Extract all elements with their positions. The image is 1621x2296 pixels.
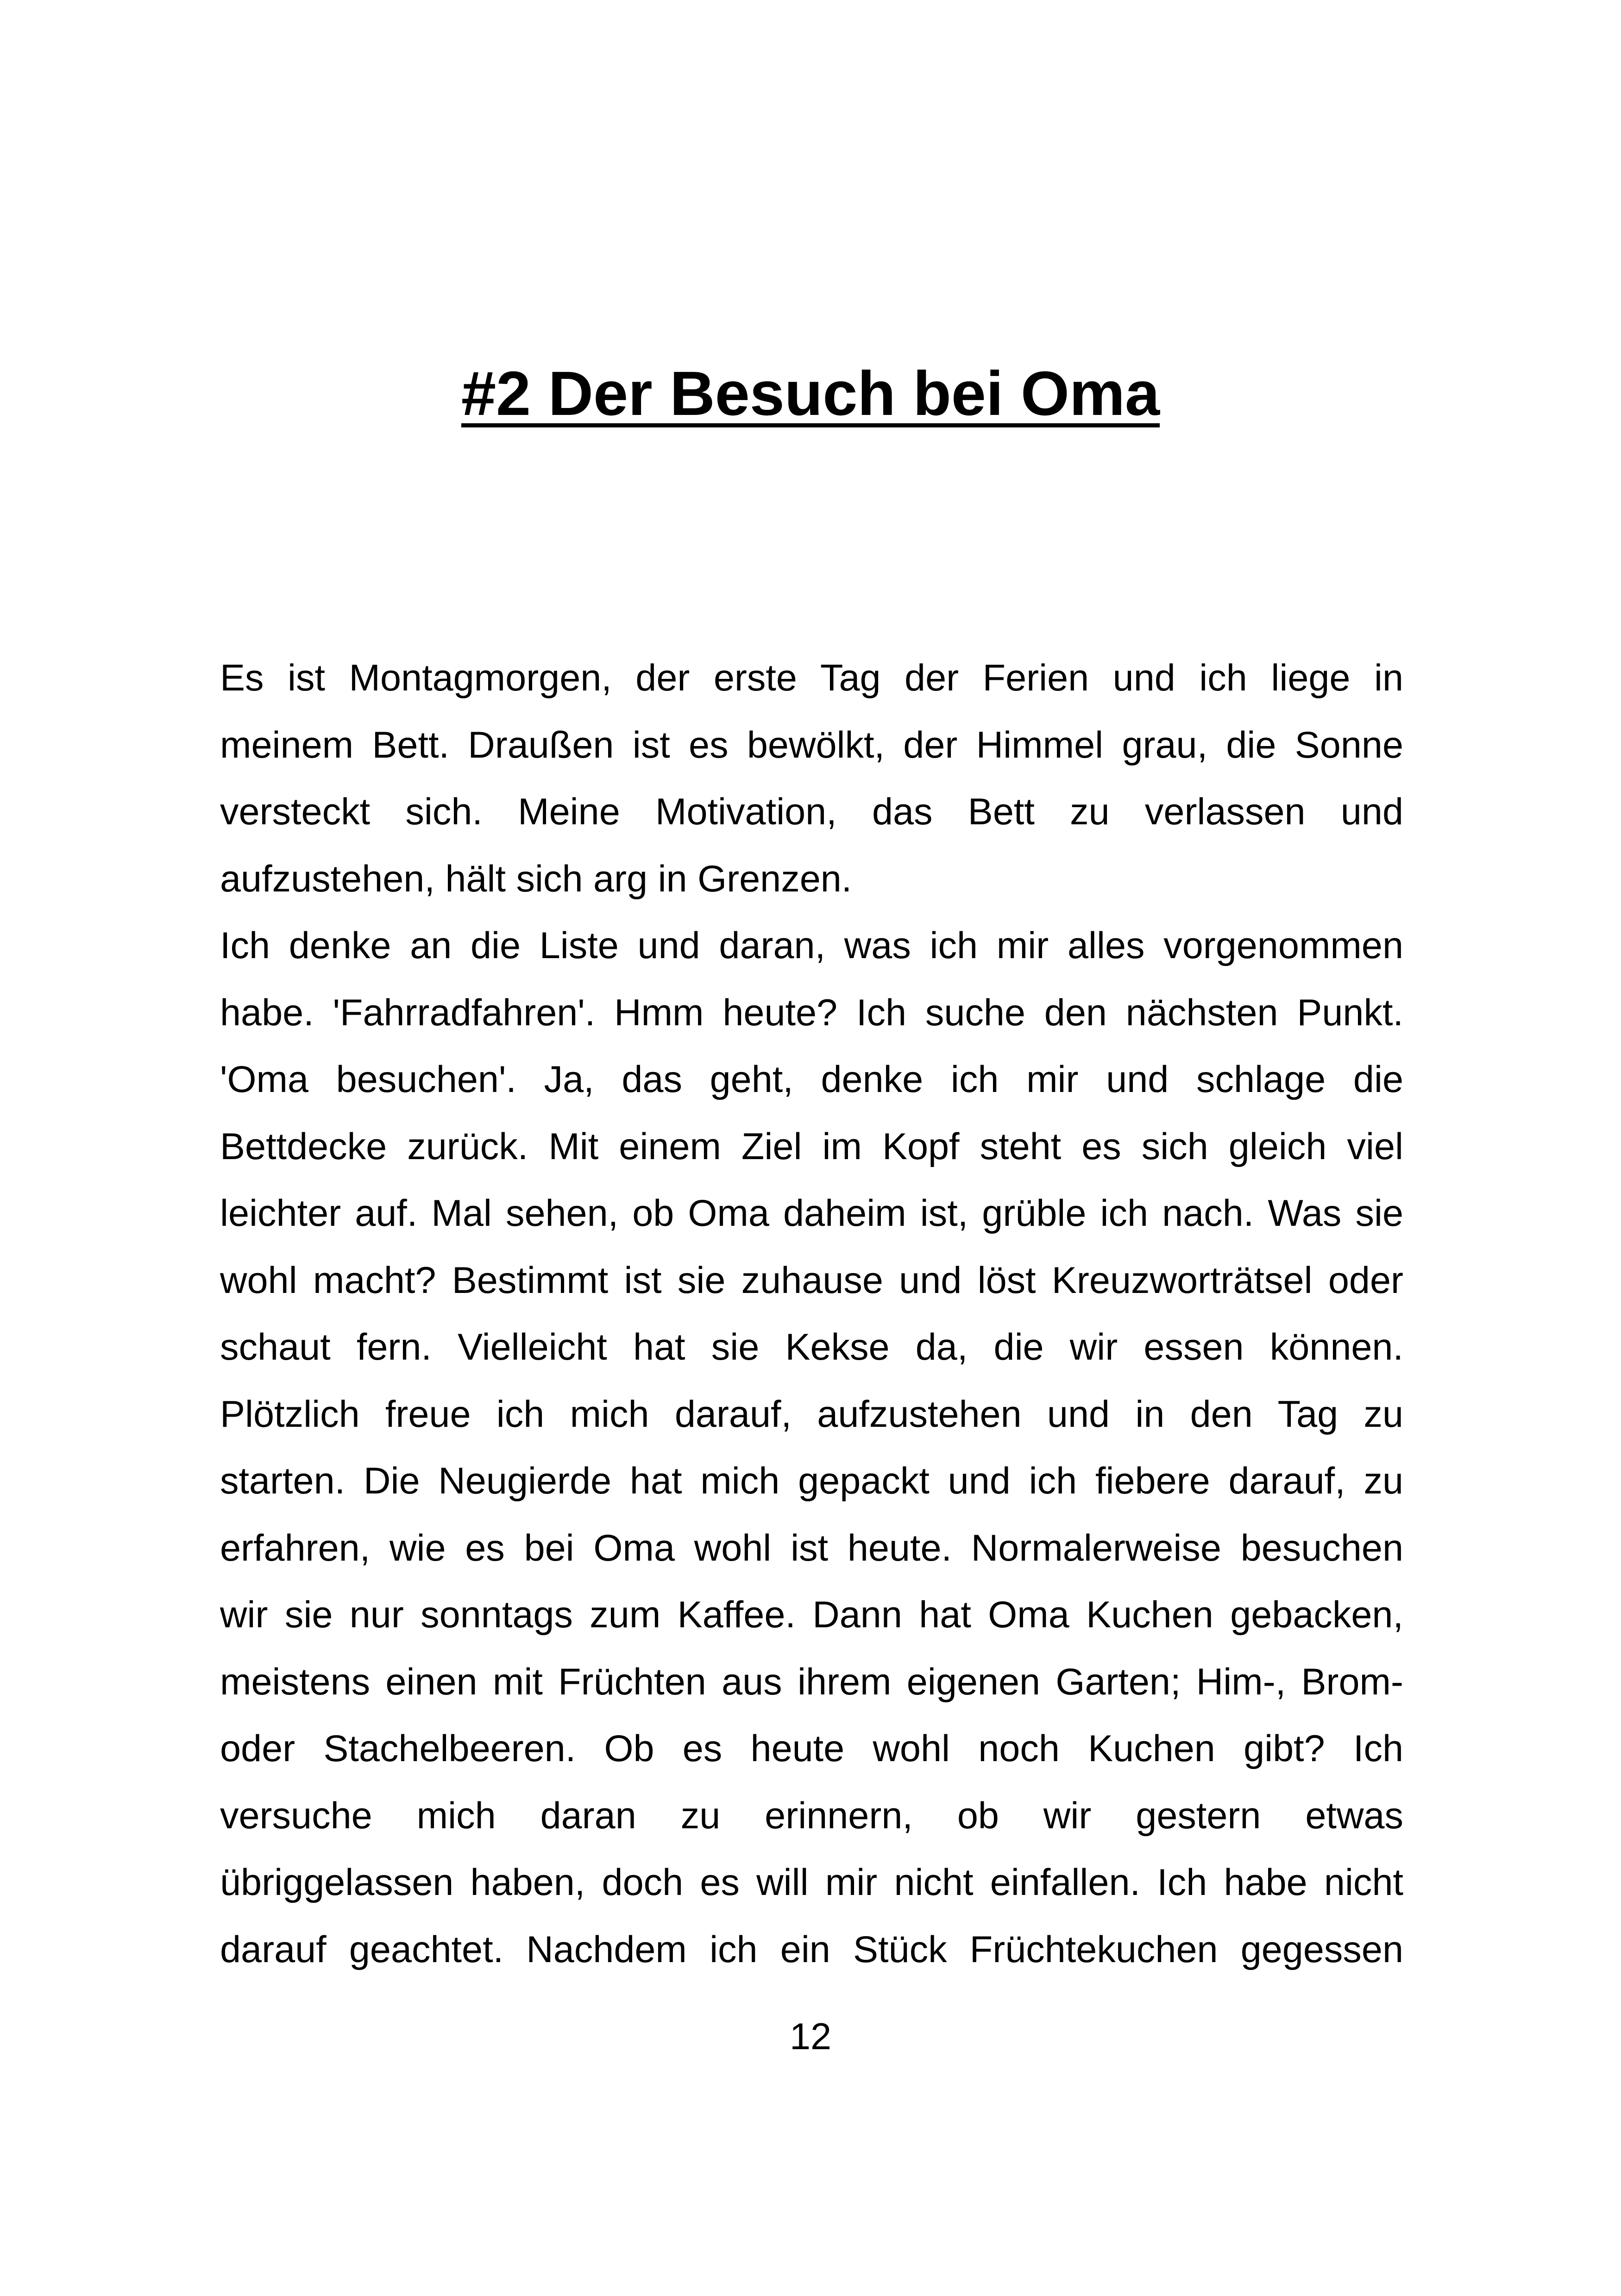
text-line: übriggelassen haben, doch es will mir nicht einfallen. Ich habe nicht <box>220 1862 1403 1903</box>
page-number: 12 <box>789 2016 832 2058</box>
chapter-title: #2 Der Besuch bei Oma <box>461 358 1160 428</box>
text-line: versteckt sich. Meine Motivation, das Bett zu verlassen und <box>220 791 1403 833</box>
text-line: habe. 'Fahrradfahren'. Hmm heute? Ich suche den nächsten Punkt. <box>220 991 1403 1034</box>
text-line: Bettdecke zurück. Mit einem Ziel im Kopf steht es sich gleich viel <box>220 1125 1403 1167</box>
text-line: schaut fern. Vielleicht hat sie Kekse da, die wir essen können. <box>220 1326 1403 1368</box>
text-line: meistens einen mit Früchten aus ihrem eigenen Garten; Him-, Brom- <box>220 1661 1403 1703</box>
paragraph-1 <box>220 645 1403 912</box>
text-line: 'Oma besuchen'. Ja, das geht, denke ich mir und schlage die <box>220 1059 1403 1100</box>
text-line: Ich denke an die Liste und daran, was ich mir alles vorgenommen <box>220 925 1403 966</box>
text-line: leichter auf. Mal sehen, ob Oma daheim ist, grüble ich nach. Was sie <box>220 1192 1403 1234</box>
text-line: Plötzlich freue ich mich darauf, aufzustehen und in den Tag zu <box>220 1393 1403 1435</box>
text-line: wir sie nur sonntags zum Kaffee. Dann hat Oma Kuchen gebacken, <box>220 1594 1403 1636</box>
text-line: aufzustehen, hält sich arg in Grenzen. <box>220 858 852 900</box>
text-line: erfahren, wie es bei Oma wohl ist heute. Normalerweise besuchen <box>220 1527 1403 1569</box>
text-line: meinem Bett. Draußen ist es bewölkt, der Himmel grau, die Sonne <box>220 724 1403 766</box>
paragraph-2 <box>220 912 1403 1983</box>
text-line: oder Stachelbeeren. Ob es heute wohl noch Kuchen gibt? Ich <box>220 1728 1403 1769</box>
text-line: starten. Die Neugierde hat mich gepackt und ich fiebere darauf, zu <box>220 1460 1403 1502</box>
text-line: versuche mich daran zu erinnern, ob wir gestern etwas <box>220 1794 1403 1837</box>
text-line: wohl macht? Bestimmt ist sie zuhause und löst Kreuzworträtsel oder <box>220 1259 1403 1301</box>
text-line: Es ist Montagmorgen, der erste Tag der Ferien und ich liege in <box>220 657 1403 699</box>
text-line: darauf geachtet. Nachdem ich ein Stück Früchtekuchen gegessen <box>220 1928 1403 1970</box>
chapter-body <box>220 645 1403 1983</box>
